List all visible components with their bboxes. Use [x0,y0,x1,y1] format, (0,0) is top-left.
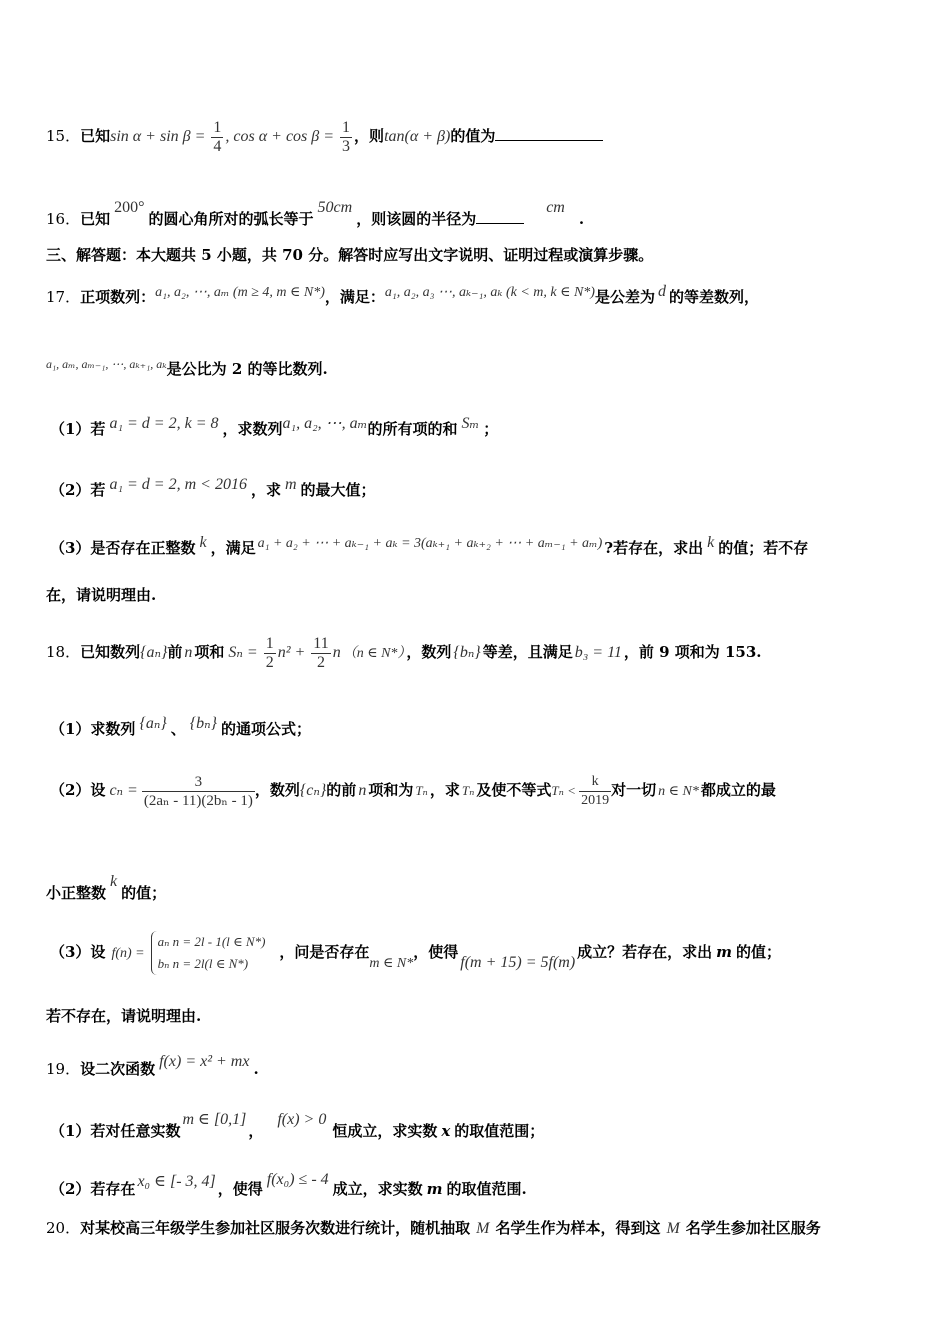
math-expression: f(m + 15) = 5f(m) [460,954,576,971]
math-expression: M [666,1220,680,1237]
math-expression: a₁ = d = 2, m < 2016 [109,476,247,493]
math-expression: x₀ ∈ [- 3, 4] [137,1173,216,1190]
question-19: 19．设二次函数 f(x) = x² + mx . [46,1053,259,1078]
fraction: $\frac{3}{\text{(2aₙ - 11)(2bₙ - 1)}}$ [143,773,253,809]
math-expression: f(x) = x² + mx [159,1053,250,1070]
math-expression: k [199,534,207,551]
question-18-part-3-line-2: 若不存在，请说明理由. [46,1007,202,1025]
answer-blank [495,126,603,141]
math-expression: cₙ = [109,782,142,799]
math-expression: {bₙ} [189,715,218,732]
math-expression: n² + [277,644,310,661]
question-number: 18． [46,643,81,661]
question-17-part-3: （3）是否存在正整数 k ，满足 a₁ + a₂ + ⋯ + aₖ₋₁ + aₖ = 3(aₖ₊₁ + aₖ₊₂ + ⋯ + aₘ₋₁ + aₘ) ?若存在，求出 k 的值；若不存 [50,534,809,557]
math-expression: k [707,534,715,551]
math-expression: Sₙ = [228,644,262,661]
piecewise-cases: aₙ n = 2l - 1(l ∈ N*) bₙ n = 2l(l ∈ N*) [151,931,266,975]
math-expression: Tₙ < [551,783,580,798]
question-17-part-3-line-2: 在，请说明理由. [46,586,157,604]
math-expression: n [358,782,367,799]
math-expression: m [284,476,297,493]
section-heading: 三、解答题：本大题共 5 小题，共 70 分。解答时应写出文字说明、证明过程或演算步骤。 [46,246,654,264]
math-expression: d [657,283,666,300]
math-expression: k [110,873,118,890]
math-expression: a₁ = d = 2, k = 8 [109,415,219,432]
math-expression: {cₙ} [299,782,327,799]
question-number: 15． [46,127,81,145]
question-19-part-1: （1）若对任意实数m ∈ [0,1]，f(x) > 0恒成立，求实数 x 的取值范围； [50,1111,545,1140]
math-expression: a₁, a₂, ⋯, aₘ (m ≥ 4, m ∈ N*) [155,285,325,300]
math-expression: b₃ = 11 [574,644,622,661]
answer-blank [476,209,524,224]
math-expression: {aₙ} [139,715,167,732]
question-20: 20．对某校高三年级学生参加社区服务次数进行统计，随机抽取 M 名学生作为样本，得到这 M 名学生参加社区服务 [46,1219,821,1237]
math-expression: a₁ + a₂ + ⋯ + aₖ₋₁ + aₖ = 3(aₖ₊₁ + aₖ₊₂ + ⋯ + aₘ₋₁ + aₘ) [257,536,603,551]
math-expression: 50cm [317,199,353,216]
math-expression: m ∈ [0,1] [182,1111,247,1128]
question-15: 15．已知sin α + sin β = $\frac{1}{4}$ , cos α + cos β = $\frac{1}{3}$ ，则tan(α + β)的值为 [46,116,603,157]
math-expression: , cos α + cos β = [225,128,339,145]
math-expression: n [332,644,341,661]
math-expression: a₁, a₂, a₃ ⋯, aₖ₋₁, aₖ (k < m, k ∈ N*) [384,285,595,300]
math-expression: M [476,1220,490,1237]
math-expression: 200° [114,199,145,216]
question-16: 16．已知200°的圆心角所对的弧长等于50cm，则该圆的半径为cm. [46,199,585,228]
math-expression: sin α + sin β = [110,128,210,145]
math-expression: tan(α + β) [384,128,451,145]
question-19-part-2: （2）若存在 x₀ ∈ [- 3, 4] ，使得f(x₀) ≤ - 4成立，求实数 m 的取值范围. [50,1171,527,1198]
question-18: 18．已知数列{aₙ}前 n 项和 Sₙ = $\frac{1}{2}$ n² + $\frac{11}{2}$ n （n ∈ N*） ，数列 {bₙ} 等差，且满足 b₃ = 11 ，前 9 项和为 153. [46,634,762,671]
question-number: 20． [46,1219,81,1237]
question-17-part-1: （1）若 a₁ = d = 2, k = 8 ，求数列a₁, a₂, ⋯, aₘ的所有项的和 Sₘ ； [50,415,499,438]
question-18-part-3: （3）设 f(n) = aₙ n = 2l - 1(l ∈ N*) bₙ n = 2l(l ∈ N*) ，问是否存在m ∈ N*，使得f(m + 15) = 5f(m)成立？若存在，求出 m 的值； [50,922,781,994]
math-expression: {aₙ} [140,644,168,661]
math-expression: f(n) = [111,946,145,961]
math-expression: f(x) > 0 [277,1111,327,1128]
fraction: $\frac{k}{2019}$ [581,773,610,808]
question-number: 16． [46,210,81,228]
question-18-part-2-line-2: 小正整数k的值； [46,873,167,902]
question-17-part-2: （2）若 a₁ = d = 2, m < 2016 ，求 m 的最大值； [50,476,376,499]
question-18-part-1: （1）求数列 {aₙ} 、 {bₙ} 的通项公式； [50,715,312,738]
math-expression: n ∈ N* [658,784,699,799]
math-expression: Tₙ [415,783,428,798]
math-expression: m ∈ N* [369,956,414,971]
math-expression: Sₘ [461,415,480,432]
fraction: $\frac{1}{4}$ [213,118,222,155]
question-18-part-2: （2）设 cₙ = $\frac{3}{\text{(2aₙ - 11)(2bₙ - 1)}}$ ，数列{cₙ}的前 n 项和为 Tₙ ，求 Tₙ 及使不等式Tₙ < $\frac{k}{2019}$ 对一切 n ∈ N* 都成立的最 [50,773,776,809]
math-expression: a₁, aₘ, aₘ₋₁, ⋯, aₖ₊₁, aₖ [46,357,167,371]
question-number: 17． [46,288,81,306]
fraction: $\frac{11}{2}$ [313,634,329,671]
math-expression: {bₙ} [453,644,481,661]
math-expression: cm [546,199,565,216]
math-expression: n [184,644,193,661]
question-number: 19． [46,1060,81,1078]
question-17: 17．正项数列：a₁, a₂, ⋯, aₘ (m ≥ 4, m ∈ N*)，满足：a₁, a₂, a₃ ⋯, aₖ₋₁, aₖ (k < m, k ∈ N*)是公差为 d 的等差数列， [46,283,759,306]
fraction: $\frac{1}{3}$ [342,118,351,155]
question-17-line-2: $^{a_1, a_m, a_{m-1}, \cdots, a_{k+1}, a_k}$是公比为 2 的等比数列. [46,357,328,378]
fraction: $\frac{1}{2}$ [265,634,274,671]
math-expression: （n ∈ N*） [342,646,405,661]
math-expression: Tₙ [461,783,475,798]
math-expression: a₁, a₂, ⋯, aₘ [282,415,368,432]
math-expression: f(x₀) ≤ - 4 [266,1171,329,1188]
